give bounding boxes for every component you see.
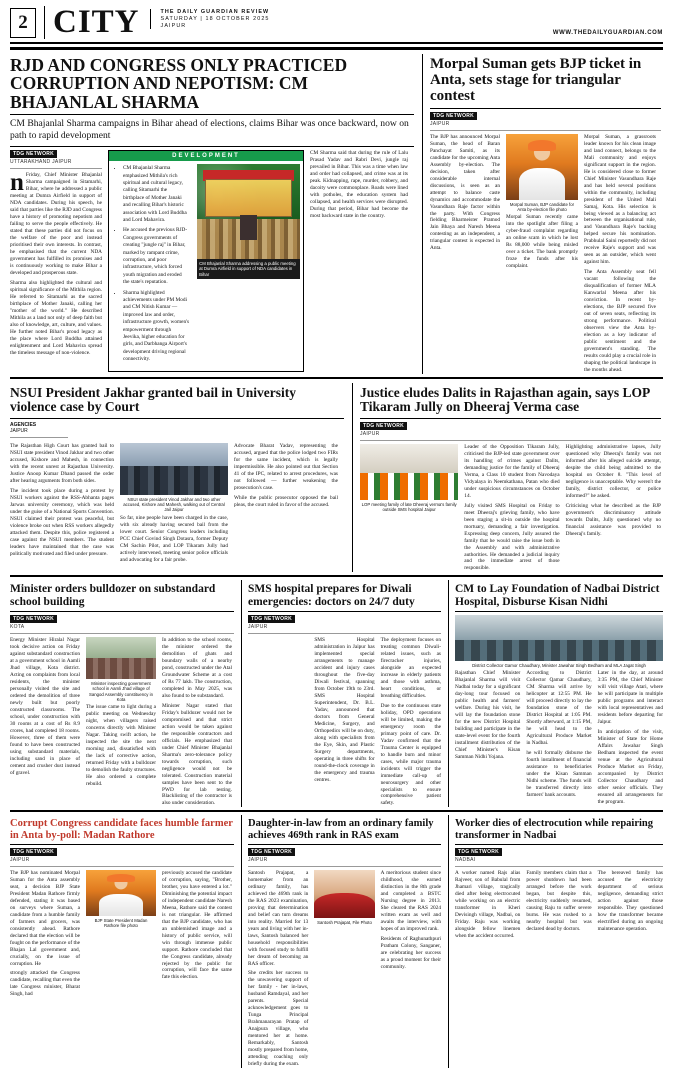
lead-rule-1 [10,114,414,115]
lead-center-col [108,150,304,372]
lead-headline: RJD AND CONGRESS ONLY PRACTICED CORRUPTION AND NEPOTISM: CM BHAJANLAL SHARMA [10,55,348,112]
morpal-photo [506,134,578,200]
electrocution-col-1 [455,870,520,940]
sms-headline: SMS hospital prepares for Diwali emergencies: doctors on 24/7 duty [248,583,415,608]
sms-paragraph-3: Due to the continuous state holiday, OPD operations will be limited, making the emergency room the primary point of care. Dr. Yadav confirmed that the Trauma Center is equipped to handle burn and minor cases, while major trauma incidents will trigger the immediate call-up of neurosurgery and other specialists to ensure comprehensive patient safety. [380,702,441,807]
sms-col-2 [314,637,374,808]
nsui-paragraph-2: The incident took place during a protest by NSUI workers against the RSS-Abhanta pages Jarwas university ceremony, which was held under the guise of a National Sports Convention. NSUI claimed their protest was peaceful, but violence broke out when RSS workers allegedly attacked them. Despite this, police registered a case against the NSUI members. The student leaders have maintained that the case was politically motivated and filed under pressure. [10,487,114,557]
nadbai-photo-caption: District Collector Gamor Chaudhary, Minister Jawahar Singh Bedham and MLA Jagat Singh [472,662,646,668]
daughter-paragraph-4: Residents of Raghunathpuri Pratham Colony, Sanganer, are celebrating her success as a proud moment for their community. [380,935,441,970]
nadbai-paragraph-2: According to District Collector Qamar Chaudhary, CM Sharma will arrive by helicopter at 12:55 PM. He will proceed directly to lay the foundation stone of the District Hospital at 1:05 PM. Shortly afterward, at 1:15 PM, he will head to the Agricultural Produce Market in Nadbai. [526,670,592,747]
daughter-col-1 [248,870,308,1068]
development-header: DEVELOPMENT [109,151,303,161]
nsui-byline-col [10,422,68,441]
nsui-photo [120,443,228,495]
development-box [108,150,304,372]
publication-name: THE DAILY GUARDIAN REVIEW [160,9,270,15]
daughter-story [241,815,441,1068]
lead-col-1 [10,150,102,372]
dalits-paragraph-4: Criticising what he described as the BJP government's discriminatory attitude towards Dalits, Jully questioned why no financial assistance was provided to Dheeraj's family. [565,502,661,537]
lead-paragraph-2: Sharma also highlighted the cultural and spiritual significance of the Mithila region. He referred to Sitamarhi as the sacred birthplace of Mother Janaki, calling her "mother of the world." He described Mithila as a land not only of deep faith but also of knowledge, art, culture, and values. He further noted Bihar's proud legacy as the place where Lord Buddha attained enlightenment and Lord Mahavira spread the timeless message of non-violence. [10,279,102,356]
masthead-divider [44,6,45,39]
sms-story [241,580,441,807]
dalits-paragraph-2: Jully visited SMS Hospital on Friday to meet Dheeraj's grieving family, who have been staging a sit-in outside the hospital mortuary, demanding a fair investigation. Expressing deep concern, Jully assured the family that he would raise the issue both in the Assembly and with administrative authorities. He demanded a judicial inquiry and the immediate arrest of those responsible. [464,502,560,572]
morpal-col-3 [584,134,656,374]
nsui-col-1 [10,443,114,564]
daughter-col-2 [314,870,374,1068]
bulldozer-byline [10,615,234,630]
morpal-story [422,54,661,374]
byline-place: NADBAI [455,856,476,863]
section-title: CITY [53,4,140,40]
dalits-headline: Justice eludes Dalits in Rajasthan again, says LOP Tikaram Jully on Dheeraj Verma case [360,385,650,415]
dalits-col-3 [566,444,661,573]
top-section [10,54,663,374]
fourth-band [10,815,663,1068]
daughter-photo-caption: Santosh Prajapat, File Photo [317,919,372,925]
morpal-byline [430,112,661,127]
nsui-paragraph-1: The Rajasthan High Court has granted bail to NSUI state president Vinod Jakhar and two other accused, Kishore and Mahesh, in connection with the recent unrest at Rajasthan University. Justice Anoop Kumar Dhand passed the order after hearing arguments from both sides. [10,442,114,484]
corrupt-headline: Corrupt Congress candidate faces humble farmer in Anta by-poll: Madan Rathore [10,818,233,841]
byline-tag: TDG NETWORK [10,150,57,158]
byline-place: JAIPUR [248,856,268,863]
corrupt-story [10,815,234,1068]
nadbai-story [448,580,663,807]
nsui-story [10,383,344,572]
dalits-photo-caption: LOP meeting family of late Dheeraj verma's family outside SMS hospital Jaipur [361,501,457,513]
electrocution-col-2 [526,870,591,940]
lead-body-block [10,150,414,372]
morpal-paragraph-4: The Anta Assembly seat fell vacant following the disqualification of former MLA Kanwarlal Meena after his conviction. In recent by-elections, the BJP secured five out of seven seats, reflecting its strong performance. Political observers view the Anta by-election as a key indicator of public sentiment and the government's standing. The results could play a crucial role in shaping the political landscape in the months ahead. [584,269,656,374]
bulldozer-paragraph-3: In addition to the school rooms, the minister ordered the demolition of ghats and boundary walls of a nearby pond, constructed under the Atal Groundwater Scheme at a cost of Rs 77 lakh. The construction, completed in May 2025, was also found to be substandard. [162,636,232,699]
bulldozer-col-1 [10,637,80,808]
nsui-headline: NSUI President Jakhar granted bail in University violence case by Court [10,385,297,415]
section-divider-3 [10,810,663,812]
daughter-photo [314,870,374,918]
electrocution-col-3 [598,870,663,940]
morpal-paragraph-2: Morpal Suman, a grassroots leader known for his clean image and land connect, belongs to the Mali community and enjoys significant support in the region. He is considered close to former Chief Minister Vasundhara Raje and has held several positions within the community, including president of the United Mali Samaj, Kota. His selection is being viewed as a balancing act between the organisational rule, and Vasundhara Raje's backing helped secure his nomination. Prabhulal Saini reportedly did not receive Raje's support and was seen as an outsider, which went against him. [584,133,656,266]
byline-place: JAIPUR [248,623,268,630]
page-number: 2 [10,8,36,38]
development-bullet: • He accused the previous RJD-Congress governments of creating "jungle raj" in Bihar, marked by rampant crime, corruption, and poor infrastructure, which forced youth migration and eroded the state's reputation. [123,227,189,286]
electrocution-byline [455,848,663,863]
corrupt-paragraph-2: previously accused the candidate of corruption, saying, "Brother, brother, you have entered a lot." Diminishing the potential impact of independent candidate Naresh Meena, Rathore said the contest is not triangular. He affirmed that the BJP candidate, who has an unblemished image and a history of public service, will win through immense public support. Rathore concluded that the Congress candidate, already rejected by the public for corruption, will face the same fate this election. [162,869,232,981]
dalits-paragraph-3: Highlighting administrative lapses, Jully questioned why Dheeraj's family was not informed after his alleged suicide attempt, despite the child being admitted to the hospital on October 8. "This level of negligence is unacceptable. Why weren't the family, district collector, or police informed?" he asked. [565,443,661,499]
electrocution-paragraph-2: Family members claim that a power shutdown had been arranged before the work began, but despite this, electricity suddenly resumed, causing Raju to suffer severe burns. He was rushed to a nearby hospital but was declared dead by doctors. [526,869,592,932]
morpal-rule [430,108,661,109]
bulldozer-headline: Minister orders bulldozer on substandard school building [10,583,216,608]
daughter-byline [248,848,441,863]
byline-place: JAIPUR [360,430,380,437]
byline-place: KOTA [10,623,25,630]
masthead-info [150,9,270,29]
masthead-rule [10,47,663,50]
nadbai-col-1 [455,670,520,806]
dalits-photo [360,444,458,500]
byline-tag: TDG NETWORK [248,615,295,623]
bulldozer-col-2 [86,637,156,808]
morpal-col-1 [430,134,500,374]
byline-tag: TDG NETWORK [360,422,407,430]
development-bullet: • Sharma highlighted achievements under PM Modi and CM Nitish Kumar — improved law and order, infrastructure growth, women's empowerment through Jeevika, higher education for girls, and Darbhanga Airport's development driving regional connectivity. [123,290,189,364]
nadbai-paragraph-5: In anticipation of the visit, Minister of State for Home Affairs Jawahar Singh Bedham inspected the event venue at the Agricultural Produce Market on Friday, accompanied by District Collector Chaudhary and other senior officials. They ensured all arrangements for the program. [597,729,663,805]
byline-place: UTTARAKHAND JAIPUR [10,159,72,166]
section-divider-1 [10,377,663,379]
nsui-paragraph-5: So far, nine people have been charged in the case, with six already having secured bail from the lower court. Senior Congress leaders including PCC Chief Govind Singh Dotasra, former Deputy CM Sachin Pilot, and LOP Tikaram Jully had actively intervened, meeting senior police officials and advocating for a fair probe. [120,514,228,563]
corrupt-col-3 [162,870,232,999]
edition-name: JAIPUR [160,22,187,29]
morpal-paragraph-3: Morpal Suman recently came into the spotlight after filing a cyber-fraud complaint regarding an online scam in which he lost Rs 88,000 while being misled over a ticket. The bank promptly froze the funds after his complaint. [506,214,578,270]
date-line: SATURDAY | 18 OCTOBER 2025 [160,15,270,22]
lead-byline [10,150,102,165]
development-bullets [109,161,194,371]
nsui-paragraph-4: While the public prosecutor opposed the bail pleas, the court ruled in favor of the accused. [234,494,338,508]
morpal-headline: Morpal Suman gets BJP ticket in Anta, sets stage for triangular contest [430,56,642,104]
bulldozer-story [10,580,234,807]
nadbai-headline: CM to Lay Foundation of Nadbai District Hospital, Disburse Kisan Nidhi [455,583,660,608]
byline-place: JAIPUR [10,856,30,863]
electrocution-story [448,815,663,1068]
dalits-col-2 [464,444,559,573]
section-divider-2 [10,575,663,577]
nsui-agencies: AGENCIES [10,421,37,428]
daughter-paragraph-2: She credits her success to the unwavering support of her family - her in-laws, husband Ramdayal, and her parents. Special acknowledgement goes to Tunga Principal Brahmanarayan Pratap of Anajpura village, who mentored her at home. Remarkably, Santosh mostly prepared from home, attending coaching only briefly during the exam. [248,970,309,1068]
nsui-photo-caption: NSUI state president Vinod Jakhar and two other accused, Kishore and Mahesh, walking out of Central Jail Jaipur [123,496,225,513]
lead-subhead: CM Bhajanlal Sharma campaigns in Bihar ahead of elections, claims Bihar was once backward, now on path to rapid development [10,118,409,142]
electrocution-paragraph-3: The bereaved family has accused the electricity department of serious negligence, demanding strict action against those responsible. They questioned how the transformer became electrified during an ongoing maintenance operation. [597,869,663,932]
lead-photo-block [194,161,303,371]
nadbai-paragraph-1: Rajasthan Chief Minister Bhajanlal Sharma will visit Nadbai today for a significant day-long tour focused on public health and farmers' welfare. During his visit, he will lay the foundation stone for the new District Hospital building and participate in the state-level event for the fourth installment distribution of the Chief Minister's Kisan Samman Nidhi Yojana. [455,670,521,760]
morpal-photo-caption: Morpal Suman, BJP candidate for Anta by-election file photo [509,201,575,213]
lead-col-4 [310,150,408,372]
daughter-paragraph-1: Santosh Prajapat, a homemaker from an ordinary family, has achieved the 469th rank in the RAS 2023 examination, proving that determination and belief can turn dreams into reality. Married for 13 years and living with her in-laws, Santosh balanced her household responsibilities with focused study to fulfill her dream of becoming an RAS officer. [248,869,309,967]
lead-photo-caption: CM Bhajanlal Sharma addressing a public meeting at Dumra Airfield in support of NDA candidates in Bihar [197,259,300,279]
sms-col-1 [248,637,308,808]
nadbai-paragraph-3: he will formally disburse the fourth installment of financial assistance to beneficiaries under the Kisan Samman Nidhi scheme. The funds will be transferred directly into farmers' bank accounts. [526,750,592,798]
dalits-story [352,383,661,572]
nsui-place: JAIPUR [10,427,28,434]
sms-paragraph-1: SMS Hospital administration in Jaipur has implemented special arrangements to manage accident and injury cases throughout the five-day Diwali festival, spanning from October 19th to 23rd. SMS Hospital Superintendent, Dr. B.L. Yadav, announced that doctors from General Medicine, Surgery, and Orthopedics will be on duty, along with specialists from the Eye, Skin, and Plastic Surgery departments, operating in three shifts for round-the-clock coverage in the emergency and trauma centres. [314,636,375,783]
lead-paragraph-1: nFriday, Chief Minister Bhajanlal Sharma campaigned in Sitamarhi, Bihar, where he addressed a public meeting at Dumra Airfield in support of NDA candidates. During his speech, he said that parties like the RJD and Congress have a history of promoting nepotism and failing to serve the people effectively. He stated that these parties did not focus on the welfare of the poor and instead prioritised their own interests. In contrast, he emphasised that the current NDA government has fulfilled its promises and is continuously working to make Bihar a developed and prosperous state. [10,169,102,276]
nadbai-paragraph-4: Later in the day, at around 3:35 PM, the Chief Minister will visit village Atari, where he will participate in multiple public programs and interact with local representatives and residents before departing for Jaipur. [597,670,663,726]
morpal-paragraph-1: The BJP has announced Morpal Suman, the head of Baran Panchayat Samiti, as its candidate for the upcoming Anta Assembly by-election. The decision, taken after considerable internal discussions, is seen as an attempt to balance caste dynamics and accommodate the Vasundhara Raje factor within the party. With Congress fielding Bharmeister Pramod Jain Bhaya and Naresh Meena contesting as an independent, a triangular contest is expected in Anta. [430,133,500,252]
byline-tag: TDG NETWORK [10,615,57,623]
nsui-col-3 [234,443,338,564]
lead-story-column [10,54,414,374]
corrupt-photo-caption: BJP State President Madan Rathore file photo [94,917,148,929]
corrupt-paragraph-1: The BJP has nominated Morpal Suman for the Anta assembly seat, a decision BJP State President Madan Rathore firmly defended, stating it was based on surveys where Suman, a candidate from a humble family of farmers and grocers, was consistently ahead. Rathore declared that the election will be fought on the performance of the Bhajan Lal government and, crucially, on the issue of corruption. He [10,869,80,967]
daughter-col-3 [381,870,441,1068]
bulldozer-col-3 [162,637,232,808]
development-bullet: • CM Bhajanlal Sharma emphasized Mithila's rich spiritual and cultural legacy, calling Sitamarhi the birthplace of Mother Janaki and recalling Bihar's historic association with Lord Buddha and Lord Mahavira. [123,165,189,224]
nsui-paragraph-3: Advocate Bharat Yadav, representing the accused, argued that the police lodged two FIRs for the same incident, which is legally impermissible. He also pointed out that Section 41 of the IPC, related to arrest procedures, was not followed — further weakening the prosecution's case. [234,442,338,491]
bulldozer-paragraph-2: The issue came to light during a public meeting on Wednesday night, when villagers raised concerns directly with Minister Nagar. Taking swift action, he inspected the site the next morning and, dissatisfied with the lack of corrective action, returned Friday with a bulldozer to demolish the faulty structures. He also ordered a complete rebuild. [86,704,156,788]
byline-tag: TDG NETWORK [10,848,57,856]
bulldozer-paragraph-4: Minister Nagar stated that Friday's bulldozer would not be compromised and that strict action would be taken against the responsible contractors and officials. He emphasized that under Chief Minister Bhajanlal Sharma's zero-tolerance policy towards corruption, such negligence would not be tolerated. Construction material samples have been sent to the PWD for lab testing. Blacklisting of the contractor is also under consideration. [162,702,232,807]
sms-col-3 [381,637,441,808]
sms-paragraph-2: The deployment focuses on treating common Diwali-related issues, such as firecracker injuries, alongside an expected increase in elderly patients and those with asthma, heart conditions, or breathing difficulties. [380,636,441,699]
corrupt-col-1 [10,870,80,999]
morpal-body-block [430,134,661,374]
daughter-paragraph-3: A meritorious student since childhood, she earned distinction in the 8th grade and completed a BSTC Nursing degree in 2013. She cleared the RAS 2024 written exam as well and awaits the interview, with hopes of an improved rank. [380,869,441,932]
nadbai-photo [455,615,663,661]
dalits-paragraph-1: Leader of the Opposition Tikaram Jully, criticised the BJP-led state government over its handling of crimes against Dalits, demanding justice for the family of Dheeraj Verma, a Class 10 student from Navodaya Vidyalaya in Neemkathana, Patan who died under suspicious circumstances on October 14. [464,443,560,499]
byline-tag: TDG NETWORK [455,848,502,856]
nsui-col-2 [120,443,228,564]
nadbai-col-2 [526,670,591,806]
lead-rule-2 [10,146,414,147]
sms-byline [248,615,441,630]
dalits-photo-col [360,444,458,573]
lead-photo [197,164,300,259]
nadbai-col-3 [598,670,663,806]
corrupt-byline [10,848,234,863]
electrocution-headline: Worker dies of electrocution while repairing transformer in Nadbai [455,818,654,841]
bulldozer-paragraph-1: Energy Minister Hiralal Nagar took decisive action on Friday against substandard construction at a government school in Aamli Jhad village, Kota district. Acting on complaints from local residents, the minister personally visited the site and ordered the demolition of three newly built but poorly constructed classrooms. The school, under construction with 30 rooms at a cost of Rs 8.9 crores, had completed 18 rooms. However, three of them were found to have been constructed using substandard materials, including sand in place of cement and crusher dust instead of gravel. [10,636,80,776]
website-url: WWW.THEDAILYGUARDIAN.COM [552,30,663,36]
byline-tag: TDG NETWORK [430,112,477,120]
third-band [10,580,663,807]
corrupt-col-2 [86,870,156,999]
corrupt-paragraph-3: strongly attacked the Congress candidate, recalling that even the late Congress minister, Bharat Singh, had [10,970,80,998]
lead-paragraph-3: CM Sharma said that during the rule of Lalu Prasad Yadav and Rabri Devi, jungle raj prevailed in Bihar. This was a time when law and order had collapsed, and crime was at its peak. Kidnapping, rape, murder, robbery, and dacoity were commonplace. Roads were lined with potholes, the education system had collapsed, and health services were disrupted. During that period, Bihar had become the most backward state in the country. [310,150,408,219]
corrupt-photo [86,870,156,916]
second-band [10,383,663,572]
bulldozer-photo [86,637,156,679]
electrocution-paragraph-1: A worker named Rajs alias Rajveer, son of Babulal from Jhamari village, tragically died after being electrocuted while working on an electric transformer in Kheri Devisingh village, Nadbai, on Friday. Raju was working alongside fellow linemen when the accident occurred. [455,869,521,939]
bulldozer-photo-caption: Minister inspecting government school in Aamli Jhad village of Sangod Assembly constituency in Kota [88,680,153,702]
masthead [10,6,663,44]
daughter-headline: Daughter-in-law from an ordinary family achieves 469th rank in RAS exam [248,818,434,841]
dalits-byline [360,422,661,437]
byline-place: JAIPUR [430,120,450,127]
morpal-photo-block [506,134,578,374]
byline-tag: TDG NETWORK [248,848,295,856]
